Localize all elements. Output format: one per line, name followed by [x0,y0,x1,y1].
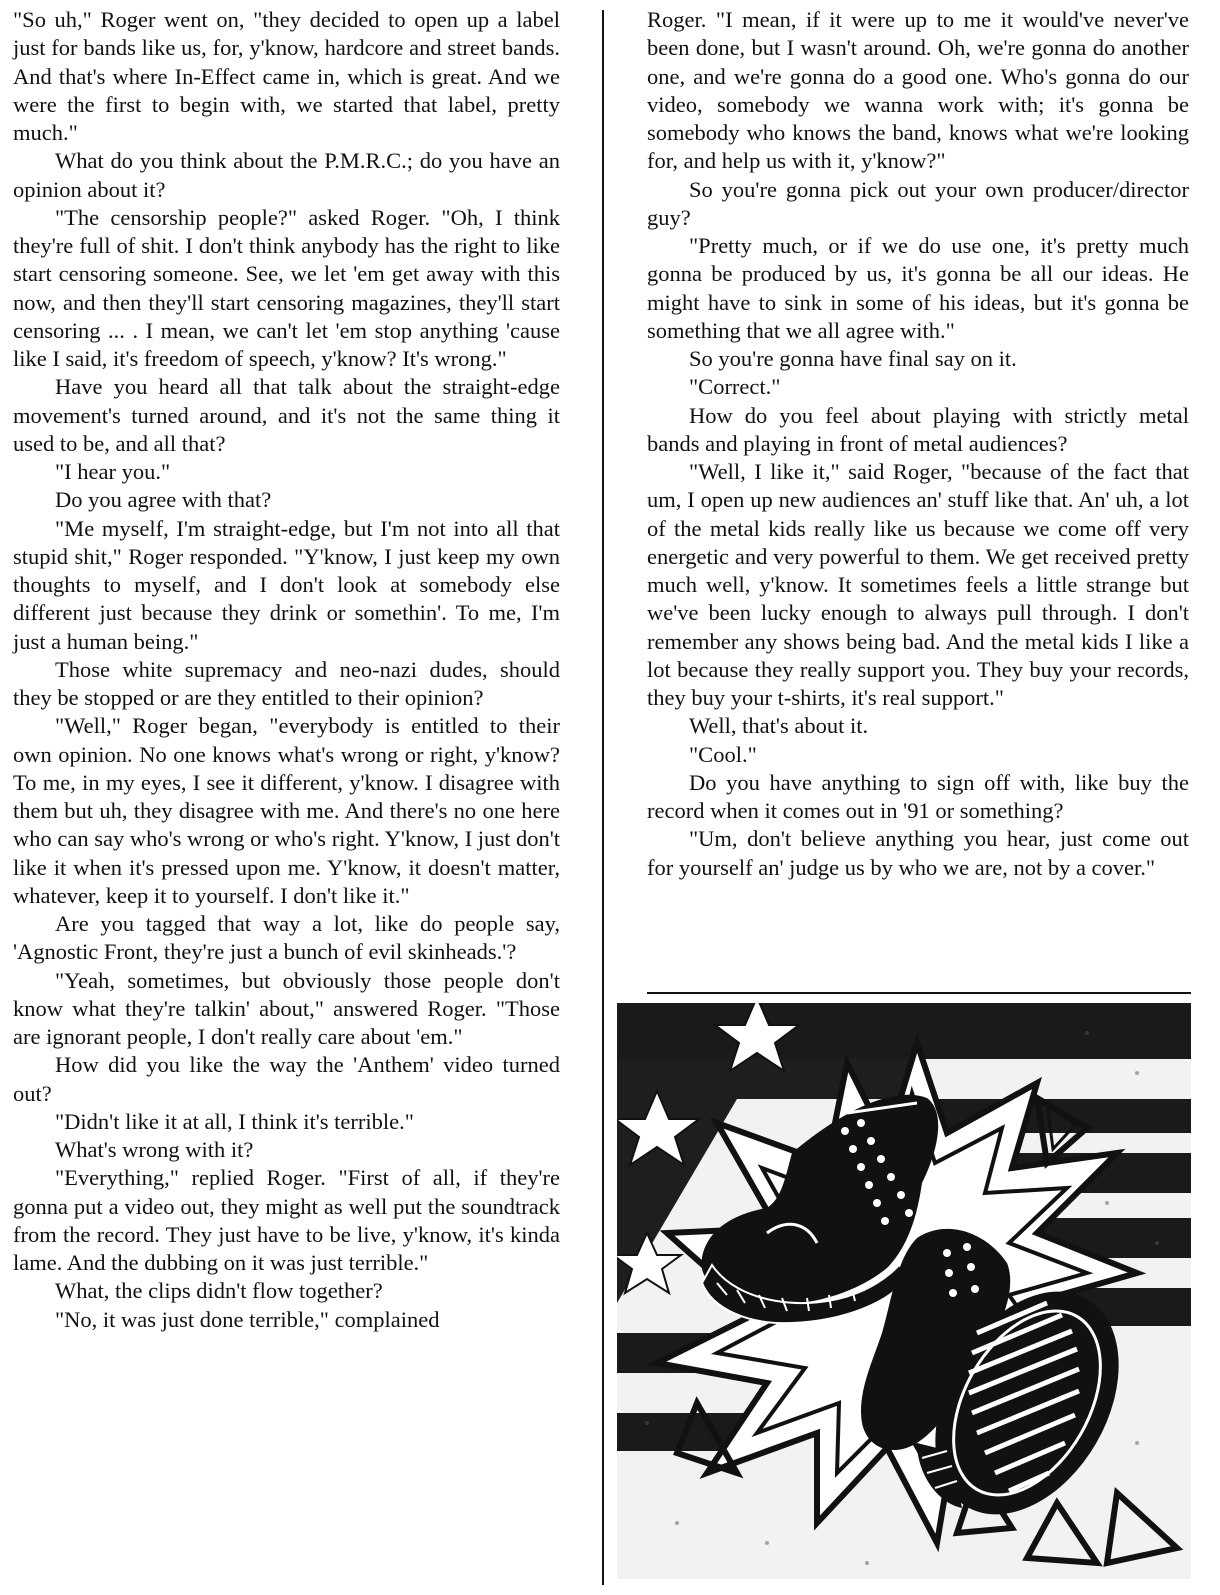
paragraph: "Well," Roger began, "everybody is entitled to their own opinion. No one knows what's wrong or right, y'know? To me, in my eyes, I see it different, y'know. I disagree with them but uh, they disagree with me. And there's no one here who can say who's wrong or who's right. Y'know, I just don't like it when it's pressed upon me. Y'know, it doesn't matter, whatever, keep it to yourself. I don't like it." [13,713,560,908]
paragraph: "No, it was just done terrible," complained [55,1306,440,1332]
paragraph: "Me myself, I'm straight-edge, but I'm not into all that stupid shit," Roger responded. "Y'know, I just keep my own thoughts to myself, and I don't look at somebody else different just because they drink or somethin'. To me, I'm just a human being." [13,515,560,654]
paragraph: "I hear you." [55,459,171,484]
right-text-column [647,6,1189,882]
paragraph: Roger. "I mean, if it were up to me it would've never've been done, but I wasn't around. Oh, we're gonna do another one, and we're gonna do a good one. Who's gonna do our video, somebody we wanna work with; it's gonna be somebody who knows the band, knows what we're looking for, and help us with it, y'know?" [647,7,1189,174]
paragraph: Well, that's about it. [689,713,869,739]
paragraph: What, the clips didn't flow together? [55,1278,383,1304]
paragraph: So you're gonna have final say on it. [689,346,1017,371]
paragraph: "Cool." [689,741,757,767]
paragraph: How did you like the way the 'Anthem' video turned out? [13,1052,560,1106]
left-text-column [13,6,560,1334]
paragraph: "Correct." [689,374,781,400]
paragraph: Have you heard all that talk about the straight-edge movement's turned around, and it's not the same thing it used to be, and all that? [13,374,560,456]
paragraph: "Pretty much, or if we do use one, it's pretty much gonna be produced by us, it's gonna be all our ideas. He might have to sink in some of his ideas, but it's gonna be something that we all agree with." [647,233,1189,343]
boots-illustration [617,1003,1191,1579]
paragraph: Do you agree with that? [55,487,272,513]
column-divider [602,10,604,1585]
paragraph: How do you feel about playing with strictly metal bands and playing in front of metal audiences? [647,402,1189,456]
paragraph: "Didn't like it at all, I think it's terrible." [55,1108,414,1134]
paragraph: "The censorship people?" asked Roger. "Oh, I think they're full of shit. I don't think anybody has the right to like start censoring someone. See, we let 'em get away with this now, and then they'll start censoring magazines, they'll start censoring ... . I mean, we can't let 'em stop anything 'cause like I said, it's freedom of speech, y'know? It's wrong." [13,204,560,371]
paragraph: "Everything," replied Roger. "First of all, if they're gonna put a video out, they might as well put the soundtrack from the record. They just have to be live, y'know, it's kinda lame. And the dubbing on it was just terrible." [13,1165,560,1275]
paragraph: "Um, don't believe anything you hear, just come out for yourself an' judge us by who we are, not by a cover." [647,826,1189,880]
paragraph: Do you have anything to sign off with, like buy the record when it comes out in '91 or something? [647,769,1189,823]
paragraph: What's wrong with it? [55,1137,254,1162]
illustration-rule [647,992,1191,994]
paragraph: "Yeah, sometimes, but obviously those people don't know what they're talkin' about," answered Roger. "Those are ignorant people, I don't really care about 'em." [13,967,560,1049]
paragraph: Are you tagged that way a lot, like do people say, 'Agnostic Front, they're just a bunch of evil skinheads.'? [13,911,560,965]
paragraph: "So uh," Roger went on, "they decided to open up a label just for bands like us, for, y'know, hardcore and street bands. And that's where In-Effect came in, which is great. And we were the first to begin with, we started that label, pretty much." [13,7,560,145]
paragraph: What do you think about the P.M.R.C.; do you have an opinion about it? [13,148,560,202]
paragraph: "Well, I like it," said Roger, "because of the fact that um, I open up new audiences an' stuff like that. An' uh, a lot of the metal kids really like us because we come off very energetic and very powerful to them. We get received pretty much well, y'know. It sometimes feels a little strange but we've been lucky enough to always pull through. I don't remember any shows being bad. And the metal kids I like a lot because they really support you. They buy your records, they buy your t-shirts, it's real support." [647,459,1189,710]
paragraph: So you're gonna pick out your own producer/director guy? [647,176,1189,230]
paragraph: Those white supremacy and neo-nazi dudes, should they be stopped or are they entitled to their opinion? [13,656,560,710]
